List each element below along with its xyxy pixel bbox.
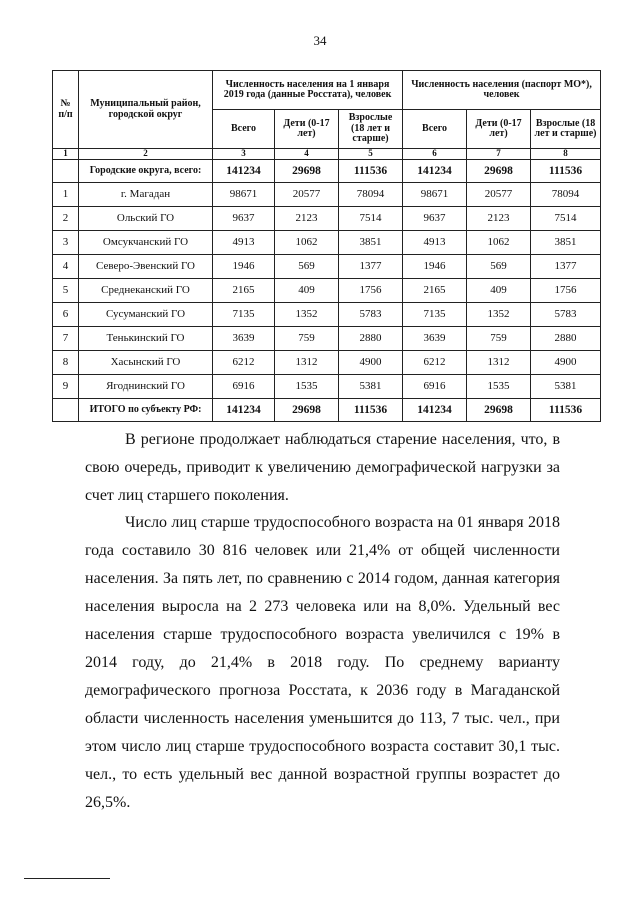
column-number: 6 xyxy=(403,149,467,160)
column-number: 2 xyxy=(79,149,213,160)
table-row xyxy=(53,255,601,279)
paragraph-aging: В регионе продолжает наблюдаться старение населения, что, в свою очередь, приводит к увеличению демографической нагрузки за счет лиц старшего поколения. xyxy=(85,431,560,504)
row-number: 5 xyxy=(53,279,79,303)
column-number: 8 xyxy=(531,149,601,160)
value-cell: 1946 xyxy=(403,255,467,279)
value-cell: 1377 xyxy=(531,255,601,279)
value-cell: 111536 xyxy=(339,160,403,183)
column-number: 5 xyxy=(339,149,403,160)
table-row xyxy=(53,183,601,207)
value-cell: 20577 xyxy=(275,183,339,207)
sub-children-header: Дети (0-17 лет) xyxy=(275,110,339,149)
value-cell: 4913 xyxy=(403,231,467,255)
value-cell: 9637 xyxy=(403,207,467,231)
value-cell: 29698 xyxy=(467,160,531,183)
value-cell: 9637 xyxy=(213,207,275,231)
paragraph-elderly-stats: Число лиц старше трудоспособного возраста на 01 января 2018 года составило 30 816 человек или 21,4% от общей численности населения. За пять лет, по сравнению с 2014 годом, данная категория населения выросла на 2 273 человека или на 8,0%. Удельный вес населения старше трудоспособного возраста увеличился с 19% в 2014 году, до 21,4% в 2018 году. По среднему варианту демографического прогноза Росстата, к 2036 году в Магаданской области численность населения уменьшится до 113, 7 тыс. чел., при этом число лиц старше трудоспособного возраста составит 30,1 тыс. чел., то есть удельный вес данной возрастной группы возрастет до 26,5%. xyxy=(85,514,560,811)
row-name: Северо-Эвенский ГО xyxy=(79,255,213,279)
sub-adults-header: Взрослые (18 лет и старше) xyxy=(339,110,403,149)
value-cell: 7514 xyxy=(531,207,601,231)
value-cell: 29698 xyxy=(467,399,531,422)
row-name: г. Магадан xyxy=(79,183,213,207)
table-row xyxy=(53,375,601,399)
value-cell: 409 xyxy=(275,279,339,303)
value-cell: 3851 xyxy=(531,231,601,255)
value-cell: 141234 xyxy=(213,399,275,422)
column-number: 1 xyxy=(53,149,79,160)
value-cell: 6916 xyxy=(403,375,467,399)
value-cell: 111536 xyxy=(531,160,601,183)
value-cell: 111536 xyxy=(339,399,403,422)
page-number: 34 xyxy=(313,33,327,48)
value-cell: 5783 xyxy=(339,303,403,327)
column-number: 3 xyxy=(213,149,275,160)
value-cell: 1312 xyxy=(275,351,339,375)
value-cell: 2165 xyxy=(403,279,467,303)
value-cell: 2880 xyxy=(531,327,601,351)
value-cell: 4900 xyxy=(531,351,601,375)
table-row xyxy=(53,231,601,255)
value-cell: 759 xyxy=(275,327,339,351)
row-name: Омсукчанский ГО xyxy=(79,231,213,255)
value-cell: 78094 xyxy=(531,183,601,207)
value-cell: 78094 xyxy=(339,183,403,207)
value-cell: 3639 xyxy=(213,327,275,351)
footnote-divider xyxy=(24,878,110,879)
col-name-header: Муниципальный район, городской округ xyxy=(79,71,213,149)
value-cell: 4913 xyxy=(213,231,275,255)
value-cell: 7514 xyxy=(339,207,403,231)
value-cell: 2880 xyxy=(339,327,403,351)
column-number: 4 xyxy=(275,149,339,160)
value-cell: 4900 xyxy=(339,351,403,375)
value-cell: 569 xyxy=(275,255,339,279)
table-row xyxy=(53,327,601,351)
value-cell: 1312 xyxy=(467,351,531,375)
value-cell: 3851 xyxy=(339,231,403,255)
value-cell: 1062 xyxy=(275,231,339,255)
table-row xyxy=(53,351,601,375)
value-cell: 5783 xyxy=(531,303,601,327)
column-numbers-row xyxy=(53,149,601,160)
value-cell: 759 xyxy=(467,327,531,351)
value-cell: 7135 xyxy=(213,303,275,327)
value-cell: 7135 xyxy=(403,303,467,327)
column-number: 7 xyxy=(467,149,531,160)
value-cell: 20577 xyxy=(467,183,531,207)
group-rosstat-header: Численность населения на 1 января 2019 года (данные Росстата), человек xyxy=(213,71,403,110)
grand-total-row xyxy=(53,399,601,422)
table-row xyxy=(53,303,601,327)
value-cell: 141234 xyxy=(403,160,467,183)
value-cell: 1756 xyxy=(339,279,403,303)
value-cell: 1535 xyxy=(275,375,339,399)
value-cell: 6212 xyxy=(213,351,275,375)
value-cell: 141234 xyxy=(403,399,467,422)
population-table xyxy=(52,70,601,422)
table-row xyxy=(53,207,601,231)
value-cell: 29698 xyxy=(275,160,339,183)
group-passport-header: Численность населения (паспорт МО*), человек xyxy=(403,71,601,110)
value-cell: 1062 xyxy=(467,231,531,255)
value-cell: 5381 xyxy=(339,375,403,399)
row-name: Ольский ГО xyxy=(79,207,213,231)
value-cell: 1352 xyxy=(275,303,339,327)
sub-adults-header: Взрослые (18 лет и старше) xyxy=(531,110,601,149)
row-number: 2 xyxy=(53,207,79,231)
value-cell: 3639 xyxy=(403,327,467,351)
value-cell: 1535 xyxy=(467,375,531,399)
row-name: Ягоднинский ГО xyxy=(79,375,213,399)
value-cell: 2165 xyxy=(213,279,275,303)
value-cell: 1946 xyxy=(213,255,275,279)
value-cell: 409 xyxy=(467,279,531,303)
row-name: Городские округа, всего: xyxy=(79,160,213,183)
col-num-header: № п/п xyxy=(53,71,79,149)
value-cell: 29698 xyxy=(275,399,339,422)
row-number: 7 xyxy=(53,327,79,351)
row-number: 4 xyxy=(53,255,79,279)
row-name: Хасынский ГО xyxy=(79,351,213,375)
value-cell: 2123 xyxy=(467,207,531,231)
row-number: 6 xyxy=(53,303,79,327)
value-cell: 98671 xyxy=(213,183,275,207)
value-cell: 1377 xyxy=(339,255,403,279)
value-cell: 1756 xyxy=(531,279,601,303)
value-cell: 5381 xyxy=(531,375,601,399)
value-cell: 6212 xyxy=(403,351,467,375)
header-row-1 xyxy=(53,71,601,110)
row-name: ИТОГО по субъекту РФ: xyxy=(79,399,213,422)
row-number: 9 xyxy=(53,375,79,399)
row-number xyxy=(53,160,79,183)
value-cell: 569 xyxy=(467,255,531,279)
urban-total-row xyxy=(53,160,601,183)
value-cell: 111536 xyxy=(531,399,601,422)
row-number xyxy=(53,399,79,422)
value-cell: 98671 xyxy=(403,183,467,207)
value-cell: 1352 xyxy=(467,303,531,327)
value-cell: 6916 xyxy=(213,375,275,399)
table-row xyxy=(53,279,601,303)
row-number: 8 xyxy=(53,351,79,375)
sub-children-header: Дети (0-17 лет) xyxy=(467,110,531,149)
row-name: Тенькинский ГО xyxy=(79,327,213,351)
sub-total-header: Всего xyxy=(213,110,275,149)
row-number: 1 xyxy=(53,183,79,207)
row-name: Сусуманский ГО xyxy=(79,303,213,327)
value-cell: 141234 xyxy=(213,160,275,183)
value-cell: 2123 xyxy=(275,207,339,231)
row-number: 3 xyxy=(53,231,79,255)
sub-total-header: Всего xyxy=(403,110,467,149)
row-name: Среднеканский ГО xyxy=(79,279,213,303)
